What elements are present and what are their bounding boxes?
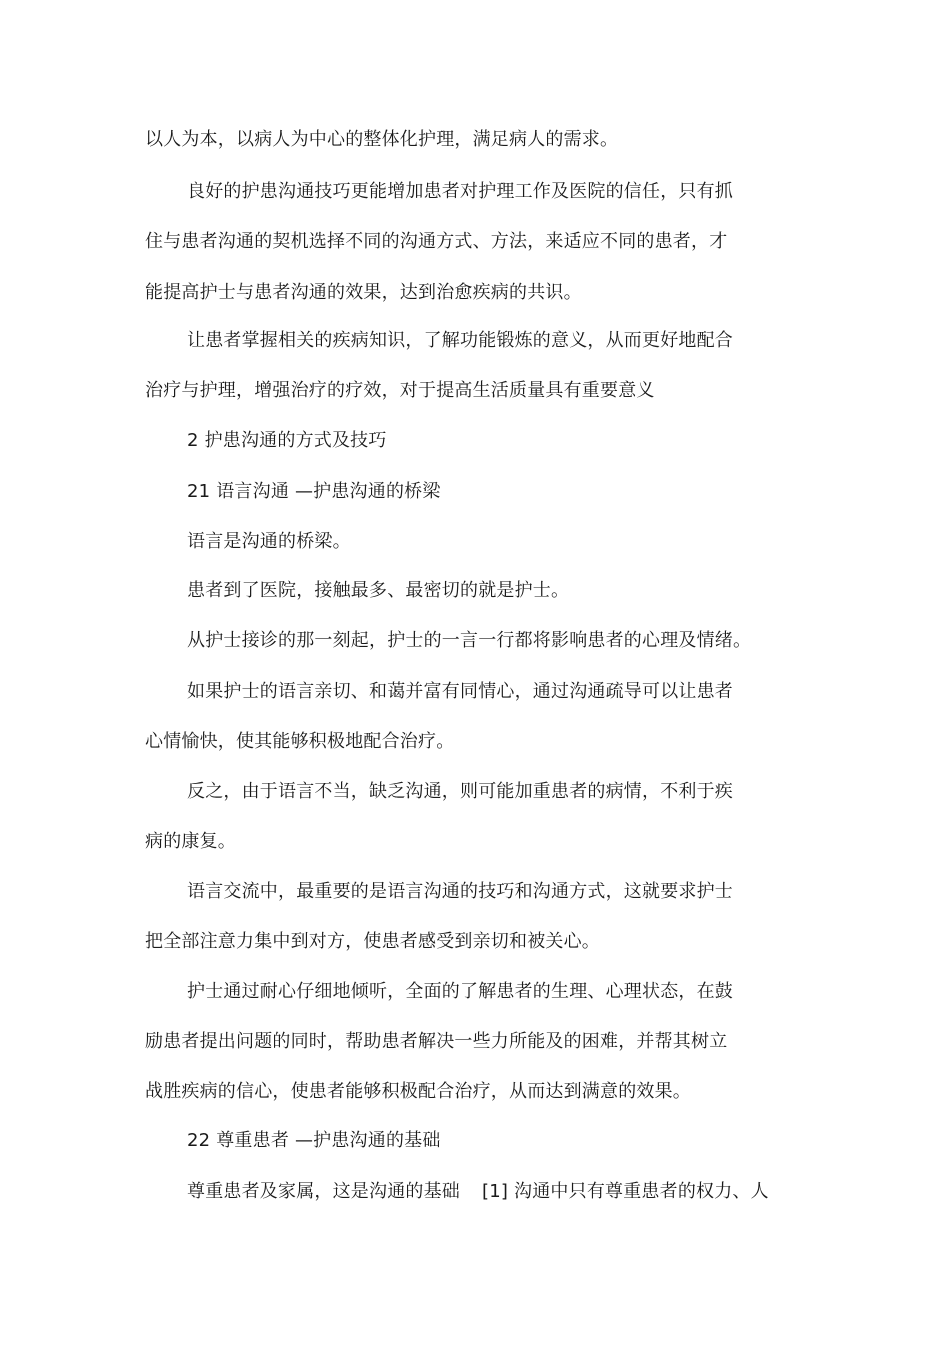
citation-text: [1] 沟通中只有尊重患者的权力、人 (482, 1181, 769, 1202)
paragraph-line-1: 以人为本，以病人为中心的整体化护理，满足病人的需求。 (145, 129, 619, 150)
paragraph-line-4: 能提高护士与患者沟通的效果，达到治愈疾病的共识。 (145, 282, 582, 303)
paragraph-line-20: 战胜疾病的信心，使患者能够积极配合治疗，从而达到满意的效果。 (145, 1081, 691, 1102)
section-heading-2: 2 护患沟通的方式及技巧 (187, 430, 387, 451)
paragraph-line-22 (187, 1180, 769, 1204)
paragraph-line-9: 语言是沟通的桥梁。 (187, 531, 351, 552)
paragraph-line-2: 良好的护患沟通技巧更能增加患者对护理工作及医院的信任，只有抓 (187, 181, 733, 202)
paragraph-line-14: 反之，由于语言不当，缺乏沟通，则可能加重患者的病情，不利于疾 (187, 781, 733, 802)
paragraph-line-16: 语言交流中，最重要的是语言沟通的技巧和沟通方式，这就要求护士 (187, 881, 733, 902)
paragraph-line-6: 治疗与护理，增强治疗的疗效，对于提高生活质量具有重要意义 (145, 380, 655, 401)
paragraph-line-15: 病的康复。 (145, 831, 236, 852)
paragraph-line-17: 把全部注意力集中到对方，使患者感受到亲切和被关心。 (145, 931, 600, 952)
paragraph-line-5: 让患者掌握相关的疾病知识，了解功能锻炼的意义，从而更好地配合 (187, 330, 733, 351)
paragraph-line-13: 心情愉快，使其能够积极地配合治疗。 (145, 731, 455, 752)
paragraph-line-10: 患者到了医院，接触最多、最密切的就是护士。 (187, 580, 570, 601)
paragraph-line-11: 从护士接诊的那一刻起，护士的一言一行都将影响患者的心理及情绪。 (187, 630, 752, 651)
paragraph-line-19: 励患者提出问题的同时，帮助患者解决一些力所能及的困难，并帮其树立 (145, 1031, 728, 1052)
paragraph-line-18: 护士通过耐心仔细地倾听，全面的了解患者的生理、心理状态，在鼓 (187, 981, 733, 1002)
subsection-heading-21: 21 语言沟通 —护患沟通的桥梁 (187, 481, 441, 502)
subsection-heading-22: 22 尊重患者 —护患沟通的基础 (187, 1130, 441, 1151)
paragraph-line-3: 住与患者沟通的契机选择不同的沟通方式、方法，来适应不同的患者，才 (145, 231, 728, 252)
paragraph-text: 尊重患者及家属，这是沟通的基础 (187, 1181, 460, 1202)
paragraph-line-12: 如果护士的语言亲切、和蔼并富有同情心，通过沟通疏导可以让患者 (187, 681, 733, 702)
